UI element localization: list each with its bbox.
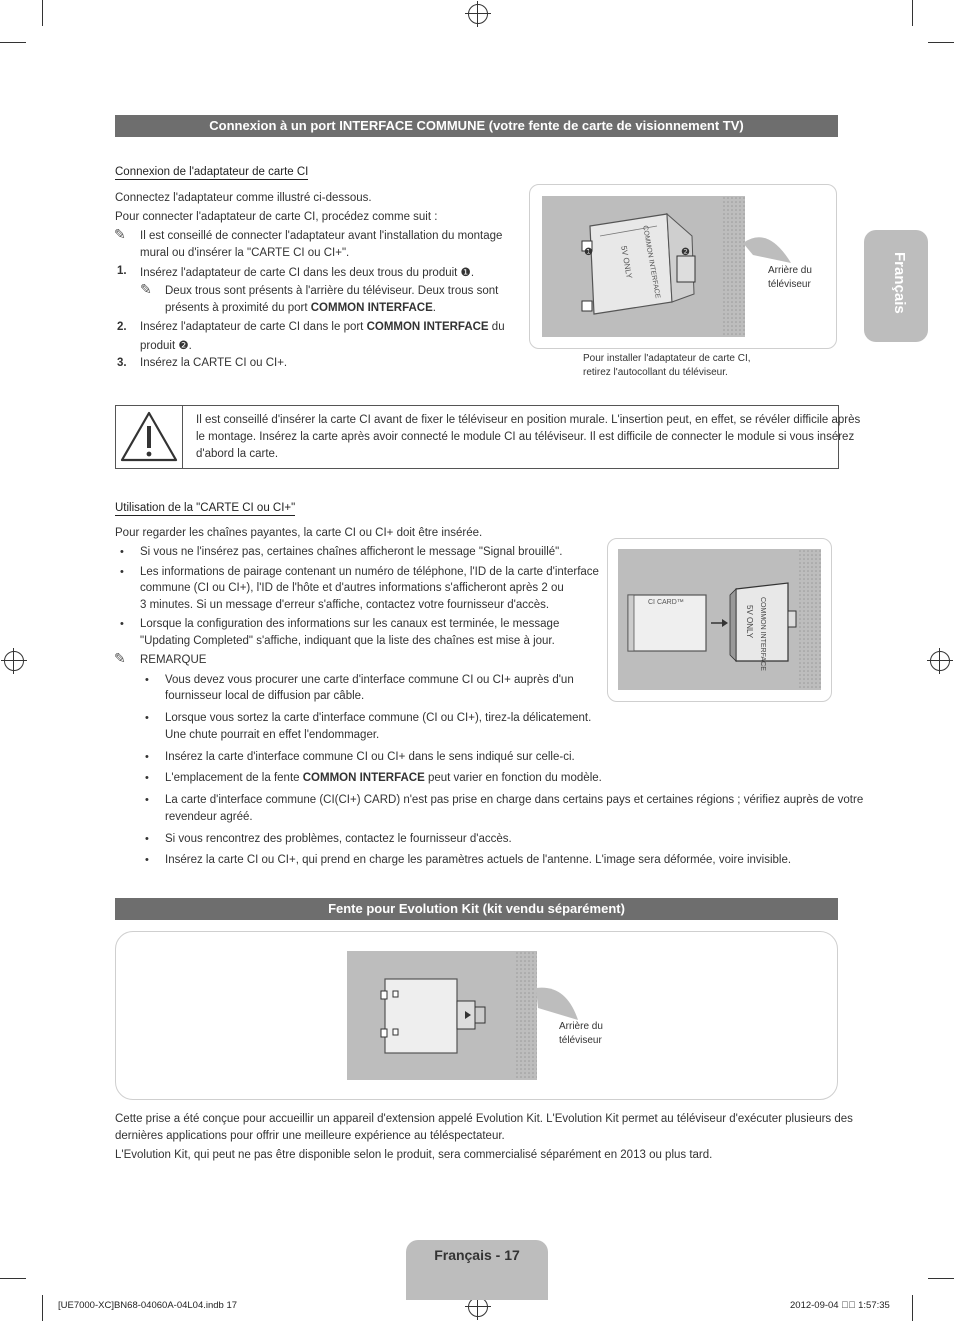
tv-back-panel — [542, 196, 745, 337]
side-tab-label: Français — [891, 252, 908, 314]
bullet: • — [120, 566, 124, 578]
step-text: Insérez l'adaptateur de carte CI dans les deux trous du produit ❶. — [140, 267, 475, 279]
bullet-text: commune (CI ou CI+), l'ID de l'hôte et d'autres informations s'afficheront après 2 ou — [140, 582, 564, 594]
figure-label: Arrière du téléviseur — [768, 265, 812, 290]
step-number: 2. — [117, 321, 127, 333]
note-text: présents à proximité du port COMMON INTERFACE. — [165, 302, 436, 314]
figure-label: Arrière du téléviseur — [559, 1021, 603, 1046]
bullet: • — [120, 618, 124, 630]
warning-text: Il est conseillé d'insérer la carte CI avant de fixer le téléviseur en position murale. L'insertion peut, en effet, se révéler difficile après le montage. Insérez la carte après avoir connecté le module CI au téléviseur. Il est difficile de connecter le module si vous insérez d'abord la carte. — [196, 414, 861, 460]
remark-text: Vous devez vous procurer une carte d'interface commune CI ou CI+ auprès d'un — [165, 674, 574, 686]
remark-text: revendeur agréé. — [165, 811, 253, 823]
bullet: • — [145, 674, 149, 686]
step-number: 1. — [117, 265, 127, 277]
adapter-illustration — [542, 196, 745, 337]
remark-heading: REMARQUE — [140, 654, 207, 666]
pencil-note-icon: ✎ — [114, 226, 126, 242]
callout-arrow — [536, 984, 580, 1024]
figure-ci-card-insertion — [607, 538, 832, 702]
body-text: L'Evolution Kit, qui peut ne pas être disponible selon le produit, sera commercialisé séparément en 2013 ou plus tard. — [115, 1149, 713, 1161]
adapter-label-ci: COMMON INTERFACE — [641, 225, 661, 299]
section-banner-common-interface: Connexion à un port INTERFACE COMMUNE (votre fente de carte de visionnement TV) — [115, 115, 838, 137]
subheading-ci-card-usage: Utilisation de la "CARTE CI ou CI+" — [115, 502, 296, 514]
registration-mark-icon — [4, 651, 24, 671]
registration-mark-icon — [468, 1297, 488, 1317]
intro-text: Pour connecter l'adaptateur de carte CI, procédez comme suit : — [115, 211, 438, 223]
bullet: • — [120, 546, 124, 558]
step-text: Insérez l'adaptateur de carte CI dans le port COMMON INTERFACE du — [140, 321, 505, 333]
pencil-note-icon: ✎ — [114, 650, 126, 666]
bullet: • — [145, 772, 149, 784]
subheading-ci-adapter: Connexion de l'adaptateur de carte CI — [115, 166, 309, 178]
figure-ci-adapter — [529, 184, 837, 349]
crop-mark — [928, 42, 954, 43]
adapter-label-5v: 5V ONLY — [745, 605, 754, 639]
note-text: mural ou d'insérer la "CARTE CI ou CI+". — [140, 247, 350, 259]
bullet: • — [145, 833, 149, 845]
bullet: • — [145, 751, 149, 763]
tv-back-panel — [618, 549, 821, 690]
bullet-text: "Updating Completed" s'affiche, indiquant que la liste des chaînes est mise à jour. — [140, 635, 555, 647]
language-side-tab — [864, 230, 928, 342]
crop-mark — [42, 0, 43, 26]
footer-timestamp: 2012-09-04 ￿￿ 1:57:35 — [790, 1300, 890, 1311]
step-number: 3. — [117, 357, 127, 369]
crop-mark — [42, 1295, 43, 1321]
crop-mark — [0, 42, 26, 43]
remark-text: L'emplacement de la fente COMMON INTERFACE peut varier en fonction du modèle. — [165, 772, 602, 784]
card-illustration — [618, 549, 821, 690]
crop-mark — [912, 1295, 913, 1321]
warning-triangle-icon — [116, 406, 182, 468]
marker-1: ❶ — [584, 247, 593, 258]
ci-card-label: CI CARD™ — [648, 599, 684, 606]
evolution-kit-illustration — [347, 951, 537, 1080]
intro-text: Pour regarder les chaînes payantes, la carte CI ou CI+ doit être insérée. — [115, 527, 483, 539]
page-number-tab — [406, 1240, 548, 1300]
remark-text: Une chute pourrait en effet l'endommager. — [165, 729, 380, 741]
registration-mark-icon — [468, 4, 488, 24]
bullet-text: Si vous ne l'insérez pas, certaines chaînes afficheront le message "Signal brouillé". — [140, 546, 563, 558]
warning-icon-cell — [116, 406, 183, 468]
warning-box — [115, 405, 861, 469]
note-text: Deux trous sont présents à l'arrière du téléviseur. Deux trous sont — [165, 285, 499, 297]
remark-text: Lorsque vous sortez la carte d'interface commune (CI ou CI+), tirez-la délicatement. — [165, 712, 592, 724]
pencil-note-icon: ✎ — [140, 281, 152, 297]
figure-caption: Pour installer l'adaptateur de carte CI, retirez l'autocollant du téléviseur. — [583, 353, 751, 378]
adapter-label-ci: COMMON INTERFACE — [759, 597, 766, 671]
crop-mark — [928, 1278, 954, 1279]
adapter-label-5v: 5V ONLY — [619, 245, 634, 280]
note-text: Il est conseillé de connecter l'adaptateur avant l'installation du montage — [140, 230, 503, 242]
remark-text: fournisseur local de diffusion par câble. — [165, 690, 365, 702]
figure-evolution-kit — [115, 931, 838, 1100]
registration-mark-icon — [930, 651, 950, 671]
body-text: dernières applications pour offrir une meilleure expérience au téléspectateur. — [115, 1130, 505, 1142]
bullet-text: Lorsque la configuration des informations sur les canaux est terminée, le message — [140, 618, 560, 630]
crop-mark — [0, 1278, 26, 1279]
remark-text: La carte d'interface commune (CI(CI+) CARD) n'est pas prise en charge dans certains pays et certaines régions ; vérifiez auprès de votre — [165, 794, 864, 806]
step-text: produit ❷. — [140, 340, 192, 352]
callout-arrow — [743, 225, 793, 265]
remark-text: Si vous rencontrez des problèmes, contactez le fournisseur d'accès. — [165, 833, 512, 845]
bullet-text: Les informations de pairage contenant un numéro de téléphone, l'ID de la carte d'interface — [140, 566, 599, 578]
tv-back-panel — [347, 951, 537, 1080]
bullet-text: 3 minutes. Si un message d'erreur s'affiche, contactez votre fournisseur d'accès. — [140, 599, 550, 611]
bullet: • — [145, 854, 149, 866]
crop-mark — [912, 0, 913, 26]
page-number: Français - 17 — [434, 1247, 520, 1263]
bullet: • — [145, 712, 149, 724]
step-text: Insérez la CARTE CI ou CI+. — [140, 357, 288, 369]
remark-text: Insérez la carte CI ou CI+, qui prend en charge les paramètres actuels de l'antenne. L'image sera déformée, voire invisible. — [165, 854, 792, 866]
marker-2: ❷ — [681, 247, 690, 258]
footer-file-info: [UE7000-XC]BN68-04060A-04L04.indb 17 — [58, 1300, 238, 1311]
section-banner-evolution-kit: Fente pour Evolution Kit (kit vendu séparément) — [115, 898, 838, 920]
bullet: • — [145, 794, 149, 806]
remark-text: Insérez la carte d'interface commune CI ou CI+ dans le sens indiqué sur celle-ci. — [165, 751, 575, 763]
body-text: Cette prise a été conçue pour accueillir un appareil d'extension appelé Evolution Kit. L'Evolution Kit permet au téléviseur d'exécuter plusieurs des — [115, 1113, 853, 1125]
intro-text: Connectez l'adaptateur comme illustré ci-dessous. — [115, 192, 372, 204]
